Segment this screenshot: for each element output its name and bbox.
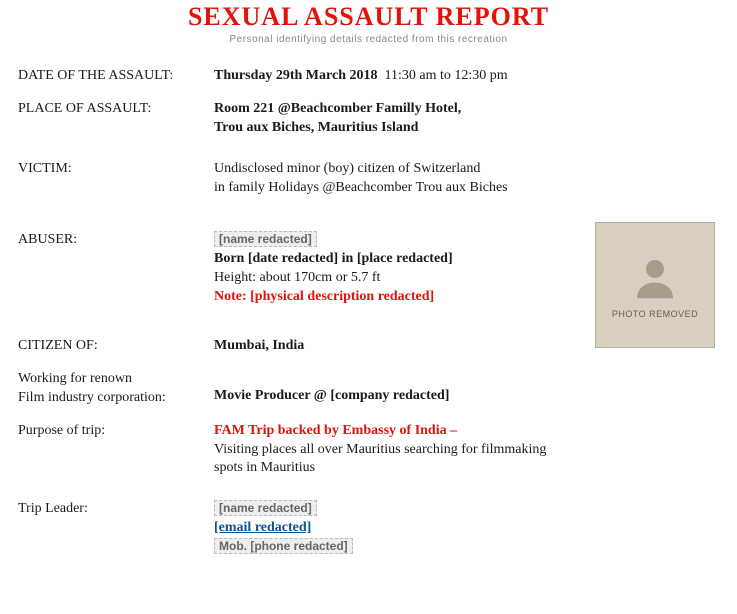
abuser-photo-placeholder <box>595 222 715 348</box>
trip-leader-value <box>214 500 594 557</box>
abuser-height-line: Height: about 170cm or 5.7 ft <box>214 270 381 286</box>
row-victim <box>18 160 719 198</box>
redaction-note: Personal identifying details redacted from this recreation <box>229 34 508 45</box>
victim-value <box>214 160 594 198</box>
citizen-value: Mumbai, India <box>214 338 305 354</box>
trip-leader-name-redacted: [name redacted] <box>214 500 317 516</box>
place-value <box>214 100 594 138</box>
row-date-of-assault <box>18 67 719 86</box>
report-title: SEXUAL ASSAULT REPORT <box>187 2 550 31</box>
victim-line-1: Undisclosed minor (boy) citizen of Switzerland <box>214 160 481 176</box>
assault-time: 11:30 am to 12:30 pm <box>384 68 508 83</box>
employer-label-line-1: Working for renown <box>18 370 132 386</box>
victim-line-2: in family Holidays @Beachcomber Trou aux Biches <box>214 179 508 195</box>
row-employer <box>18 370 719 408</box>
row-purpose-of-trip <box>18 422 719 479</box>
row-place-of-assault <box>18 100 719 138</box>
trip-leader-label: Trip Leader: <box>18 501 88 517</box>
abuser-value <box>214 231 594 307</box>
date-value <box>214 67 594 86</box>
abuser-name-redacted: [name redacted] <box>214 231 317 247</box>
row-trip-leader <box>18 500 719 557</box>
place-label: PLACE OF ASSAULT: <box>18 100 152 116</box>
place-line-1: Room 221 @Beachcomber Familly Hotel, <box>214 100 462 116</box>
person-silhouette-icon <box>628 251 682 305</box>
employer-label <box>18 370 214 408</box>
abuser-born-line: Born [date redacted] in [place redacted] <box>214 251 453 267</box>
victim-label: VICTIM: <box>18 160 72 176</box>
purpose-value <box>214 422 594 479</box>
trip-leader-email-link[interactable]: [email redacted] <box>214 520 312 536</box>
abuser-label: ABUSER: <box>18 232 78 248</box>
employer-label-line-2: Film industry corporation: <box>18 389 166 405</box>
purpose-line-2: Visiting places all over Mauritius searching for filmmaking <box>214 441 547 457</box>
trip-leader-phone-redacted: Mob. [phone redacted] <box>214 538 353 554</box>
assault-date: Thursday 29th March 2018 <box>214 68 378 83</box>
abuser-note-line: Note: [physical description redacted] <box>214 289 435 305</box>
purpose-line-3: spots in Mauritius <box>214 460 316 476</box>
photo-caption: PHOTO REMOVED <box>611 309 699 319</box>
citizen-label: CITIZEN OF: <box>18 338 98 354</box>
date-label: DATE OF THE ASSAULT: <box>18 68 174 83</box>
employer-value: Movie Producer @ [company redacted] <box>214 387 450 403</box>
purpose-label: Purpose of trip: <box>18 422 106 438</box>
purpose-line-1: FAM Trip backed by Embassy of India – <box>214 422 458 438</box>
place-line-2: Trou aux Biches, Mauritius Island <box>214 119 419 135</box>
